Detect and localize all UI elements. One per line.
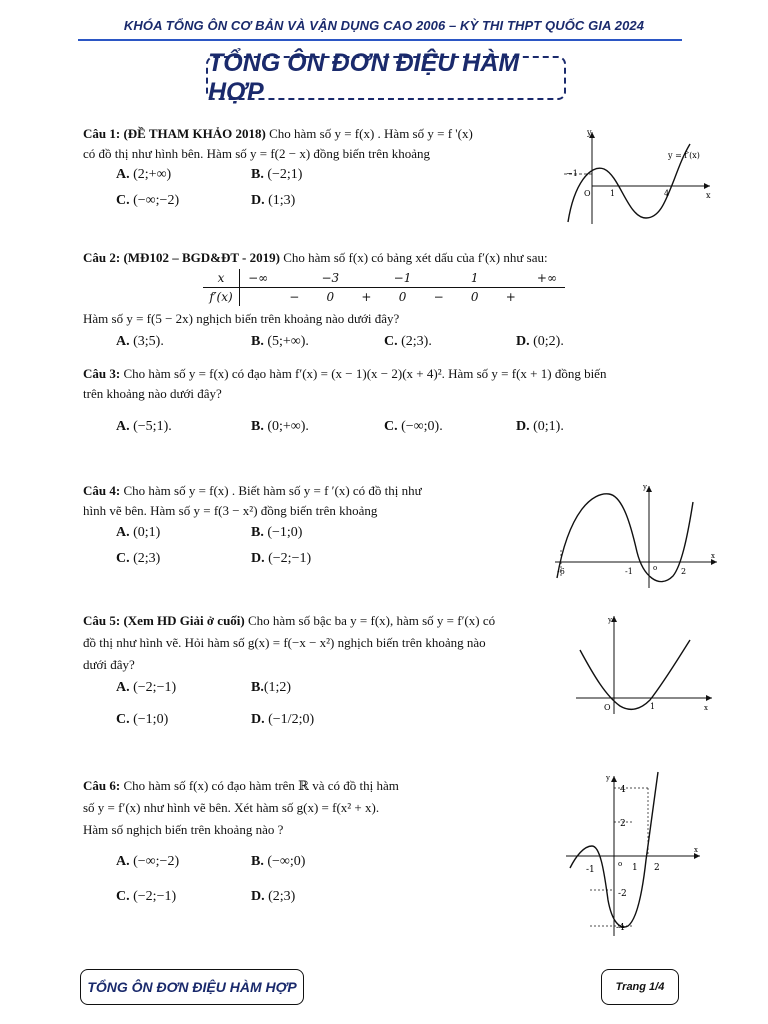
q2-line1: Cho hàm số f(x) có bảng xét dấu của f′(x) như sau: [283, 250, 548, 265]
q2-table-sign-1: − [289, 290, 300, 304]
page-title: TỔNG ÔN ĐƠN ĐIỆU HÀM HỢP [208, 49, 520, 106]
q4-label: Câu 4: [83, 483, 121, 498]
q6-graph-y-label: y [606, 774, 610, 782]
q6-graph-x-label: x [694, 846, 698, 854]
q1-option-c[interactable]: C. (−∞;−2) [116, 193, 180, 208]
q6-graph-origin: o [618, 860, 623, 868]
q2-option-a[interactable]: A. (3;5). [116, 334, 164, 349]
q2-table-x-pos-inf: +∞ [536, 271, 557, 285]
q1-source: (ĐỀ THAM KHẢO 2018) [123, 126, 266, 141]
q5-option-c[interactable]: C. (−1;0) [116, 712, 169, 727]
q1-option-a[interactable]: A. (2;+∞) [116, 167, 172, 182]
footer-title-box [80, 969, 304, 1005]
q4-graph [551, 480, 721, 592]
q3-option-a[interactable]: A. (−5;1). [116, 419, 172, 434]
q1-graph-x-label: x [706, 191, 711, 200]
question-6 [83, 775, 483, 841]
page-number: Trang 1/4 [615, 981, 665, 993]
q5-graph-origin: O [604, 703, 611, 712]
q2-source: (MĐ102 – BGD&ĐT - 2019) [123, 250, 280, 265]
q4-graph-x-label: x [711, 552, 715, 560]
q1-line1: Cho hàm số y = f(x) . Hàm số y = f '(x) [269, 126, 473, 141]
q3-option-c[interactable]: C. (−∞;0). [384, 419, 443, 434]
q2-table-sign-4: + [505, 290, 516, 304]
q3-label: Câu 3: [83, 366, 121, 381]
q2-table-zero-1: 0 [326, 290, 335, 304]
header-rule [78, 39, 682, 41]
question-5 [83, 610, 563, 676]
q2-table-x-neg-inf: −∞ [248, 271, 269, 285]
q5-line1: Cho hàm số bậc ba y = f(x), hàm số y = f′(x) có [248, 613, 496, 628]
q2-option-c[interactable]: C. (2;3). [384, 334, 432, 349]
q6-option-d[interactable]: D. (2;3) [251, 889, 296, 904]
q6-graph-tick-y-neg4: -4 [616, 923, 625, 933]
q4-graph-tick-neg1: -1 [625, 567, 633, 576]
question-4 [83, 481, 483, 521]
question-2 [83, 248, 643, 268]
q5-line2: đồ thị như hình vẽ. Hỏi hàm số g(x) = f(−x − x²) nghịch biến trên khoảng nào [83, 635, 486, 650]
q2-line2: Hàm số y = f(5 − 2x) nghịch biến trên khoảng nào dưới đây? [83, 311, 400, 326]
q3-option-d[interactable]: D. (0;1). [516, 419, 564, 434]
q1-graph [560, 124, 720, 228]
q6-graph-tick-x2: 2 [654, 863, 660, 873]
q3-option-b[interactable]: B. (0;+∞). [251, 419, 309, 434]
q6-graph-tick-x-neg1: -1 [586, 865, 595, 875]
title-box [206, 49, 566, 106]
q6-option-b[interactable]: B. (−∞;0) [251, 854, 306, 869]
q1-option-d[interactable]: D. (1;3) [251, 193, 296, 208]
q1-graph-tick-1: 1 [610, 189, 616, 198]
q2-option-d[interactable]: D. (0;2). [516, 334, 564, 349]
q2-table-x-1: 1 [470, 271, 479, 285]
q1-label: Câu 1: [83, 126, 121, 141]
q6-line3: Hàm số nghịch biến trên khoảng nào ? [83, 822, 284, 837]
q6-option-a[interactable]: A. (−∞;−2) [116, 854, 180, 869]
q1-line2: có đồ thị như hình bên. Hàm số y = f(2 − x) đồng biến trên khoảng [83, 146, 431, 161]
q2-label: Câu 2: [83, 250, 121, 265]
q5-option-a[interactable]: A. (−2;−1) [116, 680, 177, 695]
q2-table-x-label: x [203, 269, 240, 288]
q2-table-sign-2: + [361, 290, 372, 304]
q2-table-fprime-label: f′(x) [203, 288, 240, 307]
q4-graph-origin: o [653, 564, 658, 572]
q6-graph-tick-y2: 2 [620, 819, 626, 829]
q2-option-b[interactable]: B. (5;+∞). [251, 334, 309, 349]
q4-graph-tick-2: 2 [681, 567, 687, 576]
q4-option-a[interactable]: A. (0;1) [116, 525, 161, 540]
q4-line2: hình vẽ bên. Hàm số y = f(3 − x²) đồng biến trên khoảng [83, 503, 378, 518]
q5-graph [572, 610, 718, 718]
q2-table-x-neg1: −1 [393, 271, 412, 285]
q6-option-c[interactable]: C. (−2;−1) [116, 889, 177, 904]
question-1 [83, 124, 563, 164]
q2-table-sign-3: − [433, 290, 444, 304]
q5-source: (Xem HD Giải ở cuối) [123, 613, 245, 628]
q2-table-x-neg3: −3 [321, 271, 340, 285]
page-number-box [601, 969, 679, 1005]
q4-graph-tick-neg6: -6 [557, 567, 565, 576]
q3-line2: trên khoảng nào dưới đây? [83, 386, 222, 401]
q3-line1: Cho hàm số y = f(x) có đạo hàm f′(x) = (x − 1)(x − 2)(x + 4)². Hàm số y = f(x + 1) đồng biến [123, 366, 607, 381]
q1-graph-y-label: y [587, 128, 592, 137]
q5-option-d[interactable]: D. (−1/2;0) [251, 712, 315, 727]
q6-graph [562, 770, 704, 940]
q4-graph-y-label: y [643, 483, 647, 491]
q6-graph-tick-x1: 1 [632, 863, 638, 873]
q1-graph-curve-label: y = f′(x) [668, 151, 700, 160]
q2-table-zero-3: 0 [470, 290, 479, 304]
q5-graph-y-label: y [608, 616, 612, 624]
q4-option-c[interactable]: C. (2;3) [116, 551, 161, 566]
q5-graph-x-label: x [704, 704, 708, 712]
q4-option-d[interactable]: D. (−2;−1) [251, 551, 312, 566]
q4-option-b[interactable]: B. (−1;0) [251, 525, 303, 540]
q1-graph-tick-4: 4 [664, 189, 670, 198]
q6-graph-tick-y-neg2: -2 [618, 889, 627, 899]
q6-line2: số y = f′(x) như hình vẽ bên. Xét hàm số g(x) = f(x² + x). [83, 800, 380, 815]
q5-line3: dưới đây? [83, 657, 135, 672]
q6-label: Câu 6: [83, 778, 121, 793]
q2-sign-table [203, 269, 565, 306]
q6-graph-tick-y4: 4 [620, 785, 626, 795]
q6-line1: Cho hàm số f(x) có đạo hàm trên ℝ và có đồ thị hàm [123, 778, 399, 793]
footer-title: TỔNG ÔN ĐƠN ĐIỆU HÀM HỢP [87, 979, 297, 995]
course-header: KHÓA TỔNG ÔN CƠ BẢN VÀ VẬN DỤNG CAO 2006 – KỲ THI THPT QUỐC GIA 2024 [123, 18, 645, 33]
q1-graph-tick-neg1: −1 [566, 169, 578, 178]
q1-graph-origin: O [584, 189, 591, 198]
q4-line1: Cho hàm số y = f(x) . Biết hàm số y = f ′(x) có đồ thị như [123, 483, 422, 498]
q5-graph-tick-1: 1 [650, 702, 656, 711]
question-3 [83, 364, 693, 404]
q1-option-b[interactable]: B. (−2;1) [251, 167, 303, 182]
q2-table-zero-2: 0 [398, 290, 407, 304]
q5-option-b[interactable]: B.(1;2) [251, 680, 292, 695]
q5-label: Câu 5: [83, 613, 121, 628]
